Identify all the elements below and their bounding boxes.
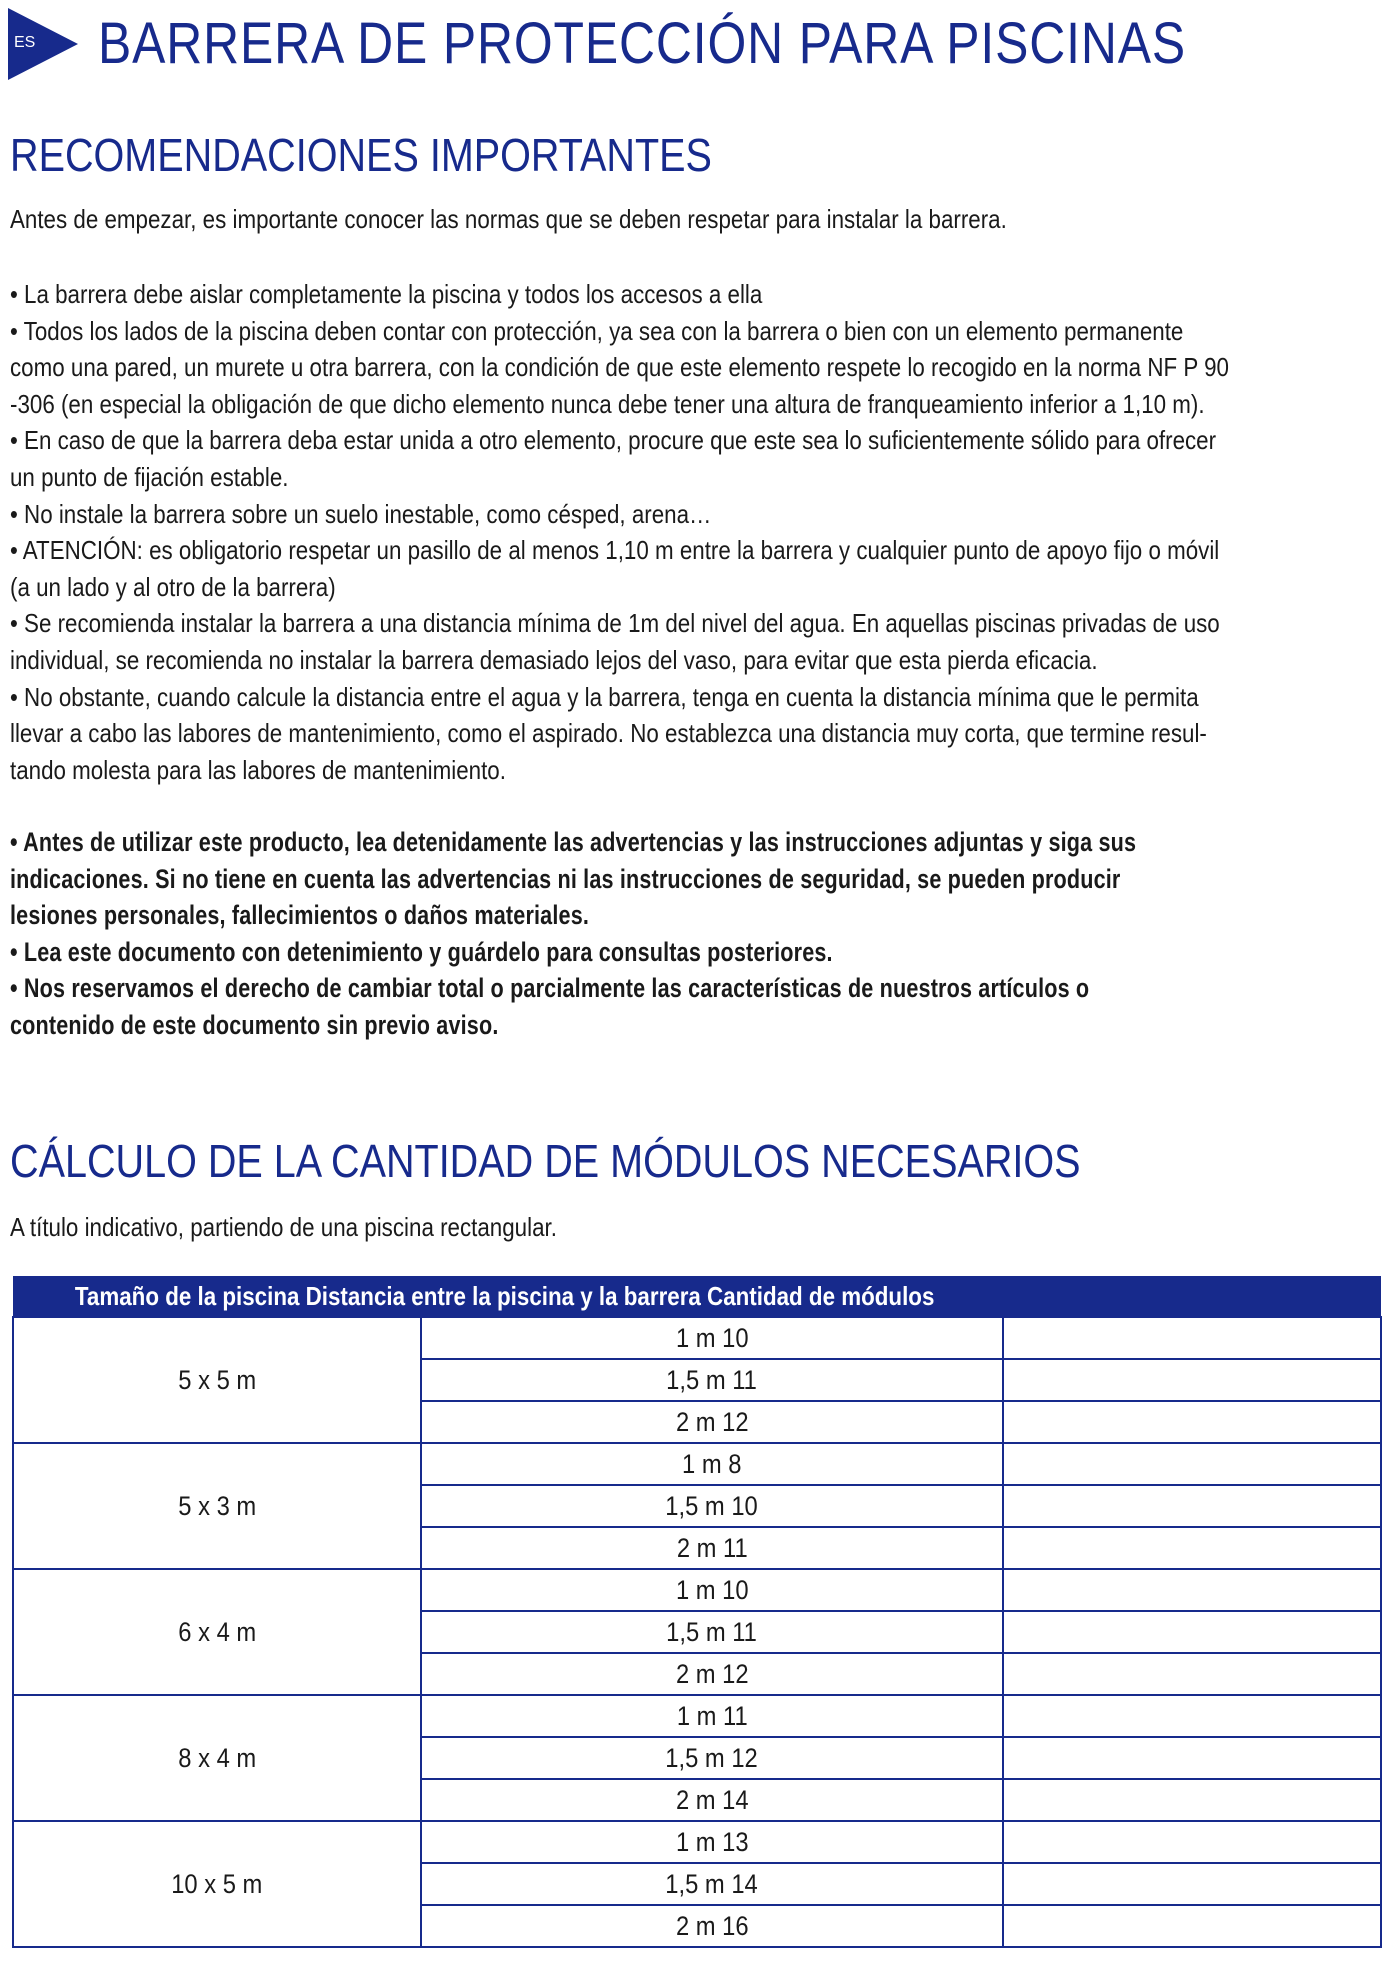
recommendation-line: -306 (en especial la obligación de que dicho elemento nunca debe tener una altura de franqueamiento inferior a 1,10 m). (10, 388, 1205, 419)
distance-modules-cell (421, 1317, 1003, 1359)
distance-modules-cell (421, 1569, 1003, 1611)
distance-modules: 1 m 10 (675, 1574, 749, 1605)
distance-modules: 1,5 m 11 (666, 1616, 758, 1647)
empty-cell (1003, 1527, 1381, 1569)
empty-cell (1003, 1653, 1381, 1695)
recommendation-line: • No instale la barrera sobre un suelo inestable, como césped, arena… (10, 498, 712, 529)
distance-modules: 1,5 m 12 (665, 1742, 759, 1773)
distance-modules-cell (421, 1485, 1003, 1527)
calculation-title: CÁLCULO DE LA CANTIDAD DE MÓDULOS NECESARIOS (10, 1135, 1081, 1187)
language-badge (8, 8, 78, 80)
distance-modules-cell (421, 1359, 1003, 1401)
recommendation-line: • Todos los lados de la piscina deben contar con protección, ya sea con la barrera o bien con un elemento permanente (10, 315, 1184, 346)
pool-size: 8 x 4 m (178, 1742, 256, 1773)
recommendation-line: llevar a cabo las labores de mantenimiento, como el aspirado. No establezca una distancia muy corta, que termine resul- (10, 718, 1207, 749)
pool-size-cell (13, 1443, 421, 1569)
empty-cell (1003, 1695, 1381, 1737)
warning-line: indicaciones. Si no tiene en cuenta las advertencias ni las instrucciones de seguridad, se pueden producir (10, 863, 1121, 894)
recommendation-line: individual, se recomienda no instalar la barrera demasiado lejos del vaso, para evitar que esta pierda eficacia. (10, 644, 1098, 675)
recommendations-title: RECOMENDACIONES IMPORTANTES (10, 129, 712, 181)
table-row (13, 1317, 1381, 1359)
warnings-list (10, 824, 1388, 1044)
pool-size-cell (13, 1569, 421, 1695)
empty-cell (1003, 1317, 1381, 1359)
table-row (13, 1695, 1381, 1737)
recommendation-line: • ATENCIÓN: es obligatorio respetar un pasillo de al menos 1,10 m entre la barrera y cualquier punto de apoyo fijo o móvil (10, 535, 1220, 566)
warning-line: • Lea este documento con detenimiento y guárdelo para consultas posteriores. (10, 936, 833, 967)
distance-modules: 2 m 11 (676, 1532, 748, 1563)
recommendation-line: • No obstante, cuando calcule la distancia entre el agua y la barrera, tenga en cuenta la distancia mínima que le permita (10, 681, 1199, 712)
pool-size: 6 x 4 m (178, 1616, 256, 1647)
table-row (13, 1569, 1381, 1611)
page-title: BARRERA DE PROTECCIÓN PARA PISCINAS (98, 11, 1186, 76)
distance-modules-cell (421, 1653, 1003, 1695)
page-header (8, 8, 1388, 80)
distance-modules-cell (421, 1527, 1003, 1569)
distance-modules-cell (421, 1863, 1003, 1905)
table-header-text: Tamaño de la piscina Distancia entre la piscina y la barrera Cantidad de módulos (74, 1280, 935, 1311)
pool-size-cell (13, 1317, 421, 1443)
table-header (13, 1276, 1381, 1317)
pool-size: 5 x 3 m (178, 1490, 256, 1521)
distance-modules-cell (421, 1443, 1003, 1485)
pool-size: 10 x 5 m (171, 1868, 263, 1899)
distance-modules: 1,5 m 10 (665, 1490, 759, 1521)
warning-line: contenido de este documento sin previo aviso. (10, 1009, 499, 1040)
warning-line: • Antes de utilizar este producto, lea detenidamente las advertencias y las instrucciones adjuntas y siga sus (10, 827, 1137, 857)
distance-modules: 2 m 16 (675, 1910, 749, 1941)
distance-modules: 2 m 12 (675, 1658, 749, 1689)
table-row (13, 1443, 1381, 1485)
warning-line: lesiones personales, fallecimientos o daños materiales. (10, 900, 590, 931)
distance-modules-cell (421, 1695, 1003, 1737)
distance-modules: 1 m 13 (675, 1826, 749, 1857)
empty-cell (1003, 1401, 1381, 1443)
recommendation-line: • Se recomienda instalar la barrera a una distancia mínima de 1m del nivel del agua. En aquellas piscinas privadas de uso (10, 608, 1220, 639)
language-code: ES (14, 34, 36, 51)
distance-modules-cell (421, 1737, 1003, 1779)
distance-modules: 1,5 m 14 (665, 1868, 759, 1899)
recommendation-line: • En caso de que la barrera deba estar unida a otro elemento, procure que este sea lo suficientemente sólido para ofrecer (10, 425, 1217, 456)
distance-modules-cell (421, 1779, 1003, 1821)
pool-size-cell (13, 1695, 421, 1821)
recommendation-line: • La barrera debe aislar completamente la piscina y todos los accesos a ella (10, 279, 763, 309)
distance-modules: 1 m 8 (682, 1448, 742, 1479)
empty-cell (1003, 1779, 1381, 1821)
empty-cell (1003, 1863, 1381, 1905)
recommendation-line: tando molesta para las labores de mantenimiento. (10, 754, 506, 785)
empty-cell (1003, 1569, 1381, 1611)
distance-modules: 1 m 11 (676, 1700, 748, 1731)
distance-modules-cell (421, 1821, 1003, 1863)
pool-size-cell (13, 1821, 421, 1947)
distance-modules: 2 m 14 (675, 1784, 749, 1815)
empty-cell (1003, 1359, 1381, 1401)
empty-cell (1003, 1737, 1381, 1779)
empty-cell (1003, 1821, 1381, 1863)
recommendation-line: como una pared, un murete u otra barrera, con la condición de que este elemento respete lo recogido en la norma NF P 90 (10, 352, 1229, 383)
recommendations-list (10, 276, 1388, 788)
pool-size: 5 x 5 m (178, 1364, 256, 1395)
recommendation-line: (a un lado y al otro de la barrera) (10, 571, 336, 602)
distance-modules: 2 m 12 (675, 1406, 749, 1437)
table-row (13, 1821, 1381, 1863)
distance-modules: 1 m 10 (675, 1322, 749, 1353)
distance-modules-cell (421, 1611, 1003, 1653)
distance-modules-cell (421, 1401, 1003, 1443)
recommendations-intro: Antes de empezar, es importante conocer las normas que se deben respetar para instalar la barrera. (10, 204, 1007, 234)
warning-line: • Nos reservamos el derecho de cambiar total o parcialmente las características de nuestros artículos o (10, 973, 1090, 1004)
empty-cell (1003, 1485, 1381, 1527)
calculation-intro: A título indicativo, partiendo de una piscina rectangular. (10, 1212, 557, 1242)
empty-cell (1003, 1905, 1381, 1947)
recommendation-line: un punto de fijación estable. (10, 461, 289, 492)
modules-table (12, 1276, 1382, 1948)
distance-modules-cell (421, 1905, 1003, 1947)
empty-cell (1003, 1611, 1381, 1653)
distance-modules: 1,5 m 11 (666, 1364, 758, 1395)
empty-cell (1003, 1443, 1381, 1485)
